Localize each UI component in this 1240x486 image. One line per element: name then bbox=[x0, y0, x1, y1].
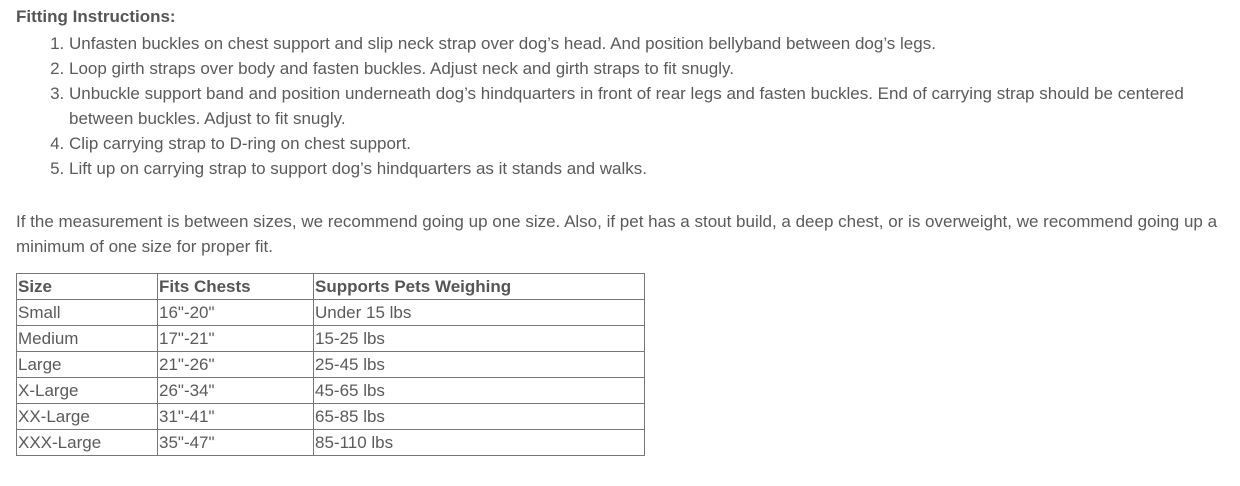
weight-cell: 45-65 lbs bbox=[314, 378, 645, 404]
chest-cell: 17"-21" bbox=[158, 326, 314, 352]
column-header-size: Size bbox=[17, 274, 158, 300]
fitting-instructions-heading: Fitting Instructions: bbox=[16, 7, 176, 26]
table-header-row bbox=[17, 274, 645, 300]
table-row bbox=[17, 352, 645, 378]
fitting-step: 2. Loop girth straps over body and fasten buckles. Adjust neck and girth straps to fit snugly. bbox=[69, 56, 1219, 81]
weight-cell: 15-25 lbs bbox=[314, 326, 645, 352]
chest-cell: 35"-47" bbox=[158, 430, 314, 456]
table-row bbox=[17, 378, 645, 404]
weight-cell: 85-110 lbs bbox=[314, 430, 645, 456]
fitting-steps-list bbox=[16, 31, 1219, 181]
chest-cell: 26"-34" bbox=[158, 378, 314, 404]
table-row bbox=[17, 404, 645, 430]
weight-cell: 65-85 lbs bbox=[314, 404, 645, 430]
size-cell: Medium bbox=[17, 326, 158, 352]
fitting-step: 4. Clip carrying strap to D-ring on chest support. bbox=[69, 131, 1219, 156]
size-cell: X-Large bbox=[17, 378, 158, 404]
table-row bbox=[17, 430, 645, 456]
fitting-step: 3. Unbuckle support band and position underneath dog’s hindquarters in front of rear legs and fasten buckles. End of carrying strap should be centered between buckles. Adjust to fit snugly. bbox=[69, 81, 1219, 131]
fitting-step: 5. Lift up on carrying strap to support dog’s hindquarters as it stands and walks. bbox=[69, 156, 1219, 181]
column-header-supports-weight: Supports Pets Weighing bbox=[314, 274, 645, 300]
chest-cell: 21"-26" bbox=[158, 352, 314, 378]
table-row bbox=[17, 326, 645, 352]
size-cell: Small bbox=[17, 300, 158, 326]
weight-cell: 25-45 lbs bbox=[314, 352, 645, 378]
size-chart-table bbox=[16, 273, 645, 456]
size-cell: XX-Large bbox=[17, 404, 158, 430]
weight-cell: Under 15 lbs bbox=[314, 300, 645, 326]
sizing-note: If the measurement is between sizes, we recommend going up one size. Also, if pet has a stout build, a deep chest, or is overweight, we recommend going up a minimum of one size for proper fit. bbox=[16, 212, 1218, 256]
size-cell: XXX-Large bbox=[17, 430, 158, 456]
fitting-step: 1. Unfasten buckles on chest support and slip neck strap over dog’s head. And position bellyband between dog’s legs. bbox=[69, 31, 1219, 56]
column-header-fits-chests: Fits Chests bbox=[158, 274, 314, 300]
table-row bbox=[17, 300, 645, 326]
chest-cell: 31"-41" bbox=[158, 404, 314, 430]
chest-cell: 16"-20" bbox=[158, 300, 314, 326]
size-cell: Large bbox=[17, 352, 158, 378]
